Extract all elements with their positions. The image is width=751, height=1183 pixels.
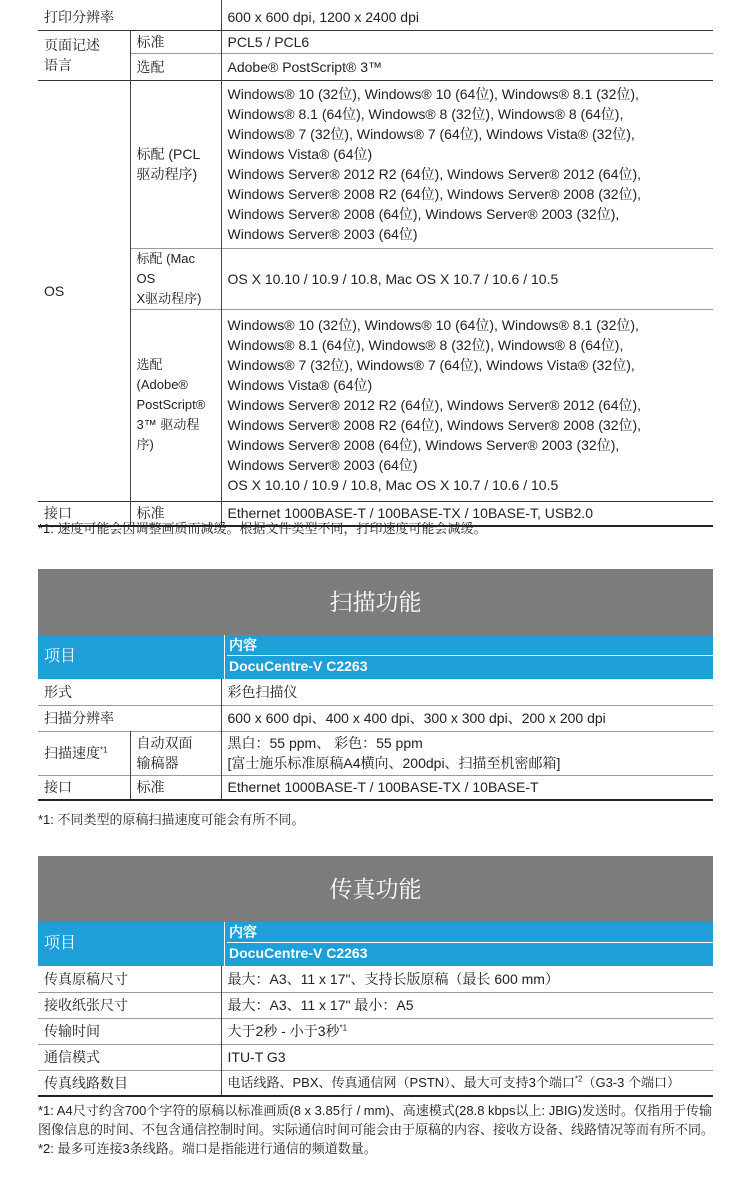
scan-speed-line2: [富士施乐标准原稿A4横向、200dpi、扫描至机密邮箱] <box>227 755 561 771</box>
fax-lines-text: 电话线路、PBX、传真通信网（PSTN）、最大可支持3个端口 <box>227 1074 575 1090</box>
fax-lines-label: 传真线路数目 <box>38 1070 221 1096</box>
header-content: 内容 <box>229 637 257 653</box>
fax-lines-value <box>221 1070 713 1096</box>
pdl-label-text: 页面记述 语言 <box>44 37 100 73</box>
scan-spec-table <box>38 679 713 801</box>
pdl-option-value: Adobe® PostScript® 3™ <box>227 58 382 75</box>
pdl-standard-label: 标准 <box>130 30 221 53</box>
fax-time-text: 大于2秒 - 小于3秒 <box>227 1023 340 1039</box>
fax-lines-sup: *2 <box>574 1074 583 1084</box>
resolution-value: 600 x 600 dpi, 1200 x 2400 dpi <box>227 8 419 25</box>
os-line: Windows Server® 2008 (64位), Windows Server® 2003 (32位), <box>227 437 620 453</box>
interface-value: Ethernet 1000BASE-T / 100BASE-TX / 10BASE-T, USB2.0 <box>227 505 593 522</box>
os-line: Windows® 7 (32位), Windows® 7 (64位), Windows Vista® (32位), <box>227 357 635 373</box>
os-line: Windows Server® 2008 R2 (64位), Windows Server® 2008 (32位), <box>227 417 642 433</box>
header-item: 项目 <box>44 648 77 665</box>
interface-sub: 标准 <box>130 501 221 526</box>
scan-speed-text: 扫描速度 <box>44 745 100 761</box>
os-line: Windows Server® 2008 (64位), Windows Server® 2003 (32位), <box>227 206 620 222</box>
pdl-standard-value: PCL5 / PCL6 <box>227 33 310 50</box>
os-line: Windows Vista® (64位) <box>227 146 373 162</box>
os-line: Windows Server® 2003 (64位) <box>227 226 418 242</box>
os-line: Windows Server® 2008 R2 (64位), Windows Server® 2008 (32位), <box>227 186 642 202</box>
os-line: Windows® 10 (32位), Windows® 10 (64位), Windows® 8.1 (32位), <box>227 317 639 333</box>
os-line: Windows Server® 2003 (64位) <box>227 457 418 473</box>
scan-table-header <box>38 635 713 679</box>
fax-time-value <box>221 1018 713 1044</box>
scan-interface-value: Ethernet 1000BASE-T / 100BASE-TX / 10BASE-T <box>227 779 539 796</box>
scan-speed-label <box>38 731 130 775</box>
scan-form-label: 形式 <box>38 679 221 705</box>
header-content: 内容 <box>229 924 257 940</box>
header-model: DocuCentre-V C2263 <box>227 655 714 676</box>
fax-spec-table <box>38 966 713 1097</box>
scan-interface-label: 接口 <box>38 775 130 800</box>
scan-interface-sub: 标准 <box>130 775 221 800</box>
fax-lines-tail: （G3-3 个端口） <box>582 1074 680 1090</box>
os-opt-value <box>221 309 713 501</box>
fax-mode-label: 通信模式 <box>38 1044 221 1070</box>
os-line: Windows® 8.1 (64位), Windows® 8 (32位), Windows® 8 (64位), <box>227 337 624 353</box>
fax-original-size-value: 最大：A3、11 x 17"、支持长版原稿（最长 600 mm） <box>227 970 559 987</box>
fax-table-header <box>38 922 713 966</box>
os-line: Windows Server® 2012 R2 (64位), Windows Server® 2012 (64位), <box>227 166 642 182</box>
scan-resolution-label: 扫描分辨率 <box>38 705 221 731</box>
os-std-pcl-label: 标配 (PCL 驱动程序) <box>130 80 221 248</box>
os-line: Windows® 10 (32位), Windows® 10 (64位), Windows® 8.1 (32位), <box>227 86 639 102</box>
header-model: DocuCentre-V C2263 <box>227 942 714 963</box>
os-std-pcl-value <box>221 80 713 248</box>
os-line: Windows® 8.1 (64位), Windows® 8 (32位), Windows® 8 (64位), <box>227 106 624 122</box>
fax-footnote: *1: A4尺寸约含700个字符的原稿以标准画质(8 x 3.85行 / mm)、高速模式(28.8 kbps以上: JBIG)发送时。仅指用于传输图像信息的时间、不包含通信控制时间。实际通信时间可能会由于原稿的内容、接收方设备、线路情况等而有所不同。 *2: 最多可连接3条线路。端口是指能进行通信的频道数量。 <box>38 1103 715 1156</box>
header-item: 项目 <box>44 935 77 952</box>
scan-form-value: 彩色扫描仪 <box>227 683 298 700</box>
pdl-label <box>38 30 130 80</box>
fax-time-sup: *1 <box>339 1023 348 1033</box>
scan-resolution-value: 600 x 600 dpi、400 x 400 dpi、300 x 300 dpi、200 x 200 dpi <box>227 710 606 726</box>
fax-original-size-label: 传真原稿尺寸 <box>38 966 221 992</box>
os-label: OS <box>38 80 130 501</box>
scan-speed-sub: 自动双面 输稿器 <box>130 731 221 775</box>
fax-paper-size-label: 接收纸张尺寸 <box>38 992 221 1018</box>
fax-time-label: 传输时间 <box>38 1018 221 1044</box>
os-line: Windows Vista® (64位) <box>227 377 373 393</box>
scan-speed-line1: 黑白：55 ppm、 彩色：55 ppm <box>227 735 423 751</box>
scan-speed-sup: *1 <box>100 745 108 755</box>
os-line: Windows® 7 (32位), Windows® 7 (64位), Windows Vista® (32位), <box>227 126 635 142</box>
os-opt-label: 选配 (Adobe® PostScript® 3™ 驱动程序) <box>130 309 221 501</box>
scan-section-title: 扫描功能 <box>38 569 713 635</box>
print-spec-table <box>38 0 713 527</box>
resolution-label: 打印分辨率 <box>38 0 221 30</box>
interface-label: 接口 <box>38 501 130 526</box>
os-line: Windows Server® 2012 R2 (64位), Windows Server® 2012 (64位), <box>227 397 642 413</box>
fax-paper-size-value: 最大：A3、11 x 17" 最小：A5 <box>227 997 414 1013</box>
os-line: OS X 10.10 / 10.9 / 10.8, Mac OS X 10.7 / 10.6 / 10.5 <box>227 477 559 493</box>
pdl-option-label: 选配 <box>130 53 221 80</box>
header-content-cell <box>224 922 714 966</box>
scan-speed-value <box>221 731 713 775</box>
os-std-mac-label: 标配 (Mac OS X驱动程序) <box>130 248 221 309</box>
print-footnote: *1: 速度可能会因调整画质而减缓。根据文件类型不同，打印速度可能会减缓。 <box>38 521 487 536</box>
header-content-cell <box>224 635 714 679</box>
fax-section-title: 传真功能 <box>38 856 713 922</box>
scan-footnote: *1: 不同类型的原稿扫描速度可能会有所不同。 <box>38 812 305 827</box>
os-std-mac-value: OS X 10.10 / 10.9 / 10.8, Mac OS X 10.7 / 10.6 / 10.5 <box>227 270 559 287</box>
fax-mode-value: ITU-T G3 <box>227 1049 286 1065</box>
